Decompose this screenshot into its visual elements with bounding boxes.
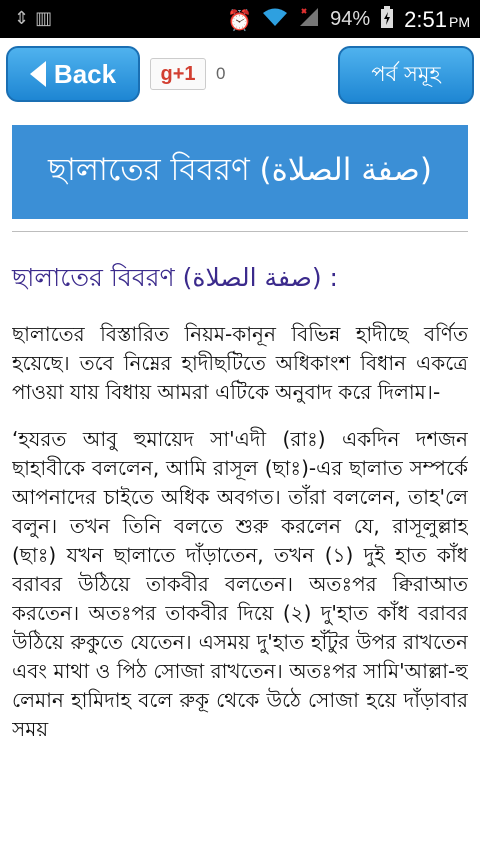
signal-icon [298,7,320,32]
back-button[interactable] [6,46,140,102]
usb-icon: ⇕ [14,8,36,29]
parts-list-button[interactable]: পর্ব সমূহ [338,46,474,104]
article-body[interactable] [12,320,468,778]
google-plus-count: 0 [216,64,226,83]
page-title-banner: ছালাতের বিবরণ (صفة الصلاة) [12,125,468,219]
status-bar [0,0,480,38]
clock: 2:51 PM [404,6,470,32]
article-paragraph: ‘হযরত আবু হুমায়েদ সা'এদী (রাঃ) একদিন দশজন ছাহাবীকে বললেন, আমি রাসূল (ছাঃ)-এর ছালাত সম্পর্কে আপনাদের চাইতে অধিক অবগত। তাঁরা বললেন, তাহ'লে বলুন। তখন তিনি বলতে শুরু করলেন যে, রাসূলুল্লাহ (ছাঃ) যখন ছালাতে দাঁড়াতেন, তখন (১) দুই হাত কাঁধ বরাবর উঠিয়ে তাকবীর বলতেন। অতঃপর ক্বিরাআত করতেন। অতঃপর তাকবীর দিয়ে (২) দু'হাত কাঁধ বরাবর উঠিয়ে রুকুতে যেতেন। এসময় দু'হাত হাঁটুর উপর রাখতেন এবং মাথা ও পিঠ সোজা রাখতেন। অতঃপর সামি'আল্লা-হু লেমান হামিদাহ বলে রুকূ থেকে উঠে সোজা হয়ে দাঁড়াবার সময় [12,427,468,741]
google-plus-one-button[interactable]: g+1 [150,58,206,90]
back-button-label: Back [53,58,117,89]
back-arrow-icon [30,61,46,87]
alarm-icon: ⏰ [227,7,253,32]
sd-card-icon: ▥ [35,8,59,29]
article-heading: ছালাতের বিবরণ (صفة الصلاة) : [12,263,338,292]
article-paragraph: ছালাতের বিস্তারিত নিয়ম-কানূন বিভিন্ন হাদীছে বর্ণিত হয়েছে। তবে নিম্নের হাদীছটিতে অধিকাংশ বিধান একত্রে পাওয়া যায় বিধায় আমরা এটিকে অনুবাদ করে দিলাম।- [12,322,468,404]
top-toolbar [0,38,480,112]
battery-icon [380,6,394,33]
divider [12,231,468,232]
status-right-icons [227,6,470,33]
battery-percent: 94% [330,8,371,30]
wifi-icon [262,7,288,32]
status-left-icons [14,8,58,29]
